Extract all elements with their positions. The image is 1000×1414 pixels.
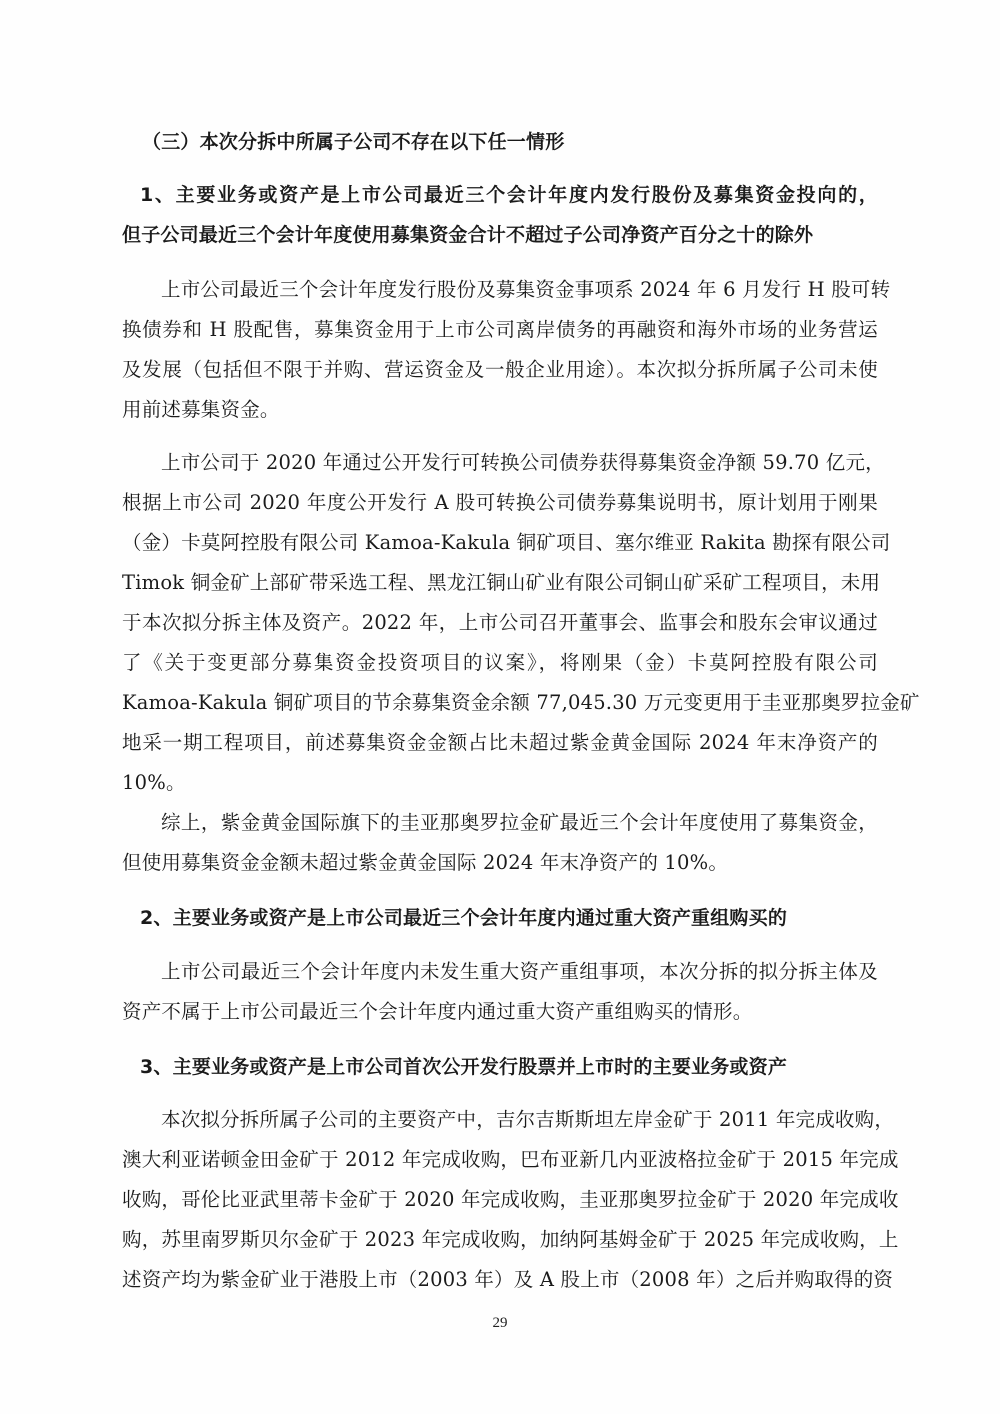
item1-p1-line-4: 用前述募集资金。 xyxy=(122,398,280,421)
item1-p2-line-2: 根据上市公司 2020 年度公开发行 A 股可转换公司债券募集说明书，原计划用于刚果 xyxy=(122,491,878,514)
item3-p-line-5: 述资产均为紫金矿业于港股上市（2003 年）及 A 股上市（2008 年）之后并购取得的资 xyxy=(122,1268,894,1291)
item1-p2-line-5: 于本次拟分拆主体及资产。2022 年，上市公司召开董事会、监事会和股东会审议通过 xyxy=(122,611,878,634)
item1-p2-line-6: 了《关于变更部分募集资金投资项目的议案》，将刚果（金）卡莫阿控股有限公司 xyxy=(122,651,878,674)
item1-heading-line-2: 但子公司最近三个会计年度使用募集资金合计不超过子公司净资产百分之十的除外 xyxy=(122,224,814,246)
item1-p1-line-3: 及发展（包括但不限于并购、营运资金及一般企业用途）。本次拟分拆所属子公司未使 xyxy=(122,358,878,381)
item1-p3-line-1: 综上，紫金黄金国际旗下的圭亚那奥罗拉金矿最近三个会计年度使用了募集资金， xyxy=(161,811,878,834)
item2-p-line-1: 上市公司最近三个会计年度内未发生重大资产重组事项，本次分拆的拟分拆主体及 xyxy=(161,960,878,983)
item1-heading-line-1: 1、主要业务或资产是上市公司最近三个会计年度内发行股份及募集资金投向的， xyxy=(140,184,878,206)
item1-p1-line-1: 上市公司最近三个会计年度发行股份及募集资金事项系 2024 年 6 月发行 H 股可转 xyxy=(161,278,891,301)
item3-p-line-2: 澳大利亚诺顿金田金矿于 2012 年完成收购，巴布亚新几内亚波格拉金矿于 2015 年完成 xyxy=(122,1148,899,1171)
item1-p3-line-2: 但使用募集资金金额未超过紫金黄金国际 2024 年末净资产的 10%。 xyxy=(122,851,729,874)
item2-heading: 2、主要业务或资产是上市公司最近三个会计年度内通过重大资产重组购买的 xyxy=(140,907,788,929)
page-number: 29 xyxy=(492,1315,508,1331)
item1-p2-line-1: 上市公司于 2020 年通过公开发行可转换公司债券获得募集资金净额 59.70 亿元， xyxy=(161,451,885,474)
item1-p2-line-9: 10%。 xyxy=(122,771,186,794)
item1-p2-line-3: （金）卡莫阿控股有限公司 Kamoa-Kakula 铜矿项目、塞尔维亚 Rakita 勘探有限公司 xyxy=(122,531,891,554)
item3-p-line-3: 收购，哥伦比亚武里蒂卡金矿于 2020 年完成收购，圭亚那奥罗拉金矿于 2020 年完成收 xyxy=(122,1188,899,1211)
item1-p1-line-2: 换债券和 H 股配售，募集资金用于上市公司离岸债务的再融资和海外市场的业务营运 xyxy=(122,318,878,341)
item3-heading: 3、主要业务或资产是上市公司首次公开发行股票并上市时的主要业务或资产 xyxy=(140,1056,788,1078)
item1-p2-line-4: Timok 铜金矿上部矿带采选工程、黑龙江铜山矿业有限公司铜山矿采矿工程项目，未用 xyxy=(122,571,881,594)
item1-p2-line-7: Kamoa-Kakula 铜矿项目的节余募集资金余额 77,045.30 万元变更用于圭亚那奥罗拉金矿 xyxy=(122,691,920,714)
section-heading: （三）本次分拆中所属子公司不存在以下任一情形 xyxy=(142,131,565,153)
item2-p-line-2: 资产不属于上市公司最近三个会计年度内通过重大资产重组购买的情形。 xyxy=(122,1000,753,1023)
item1-p2-line-8: 地采一期工程项目，前述募集资金金额占比未超过紫金黄金国际 2024 年末净资产的 xyxy=(122,731,878,754)
item3-p-line-4: 购，苏里南罗斯贝尔金矿于 2023 年完成收购，加纳阿基姆金矿于 2025 年完成收购，上 xyxy=(122,1228,899,1251)
item3-p-line-1: 本次拟分拆所属子公司的主要资产中，吉尔吉斯斯坦左岸金矿于 2011 年完成收购， xyxy=(161,1108,895,1131)
